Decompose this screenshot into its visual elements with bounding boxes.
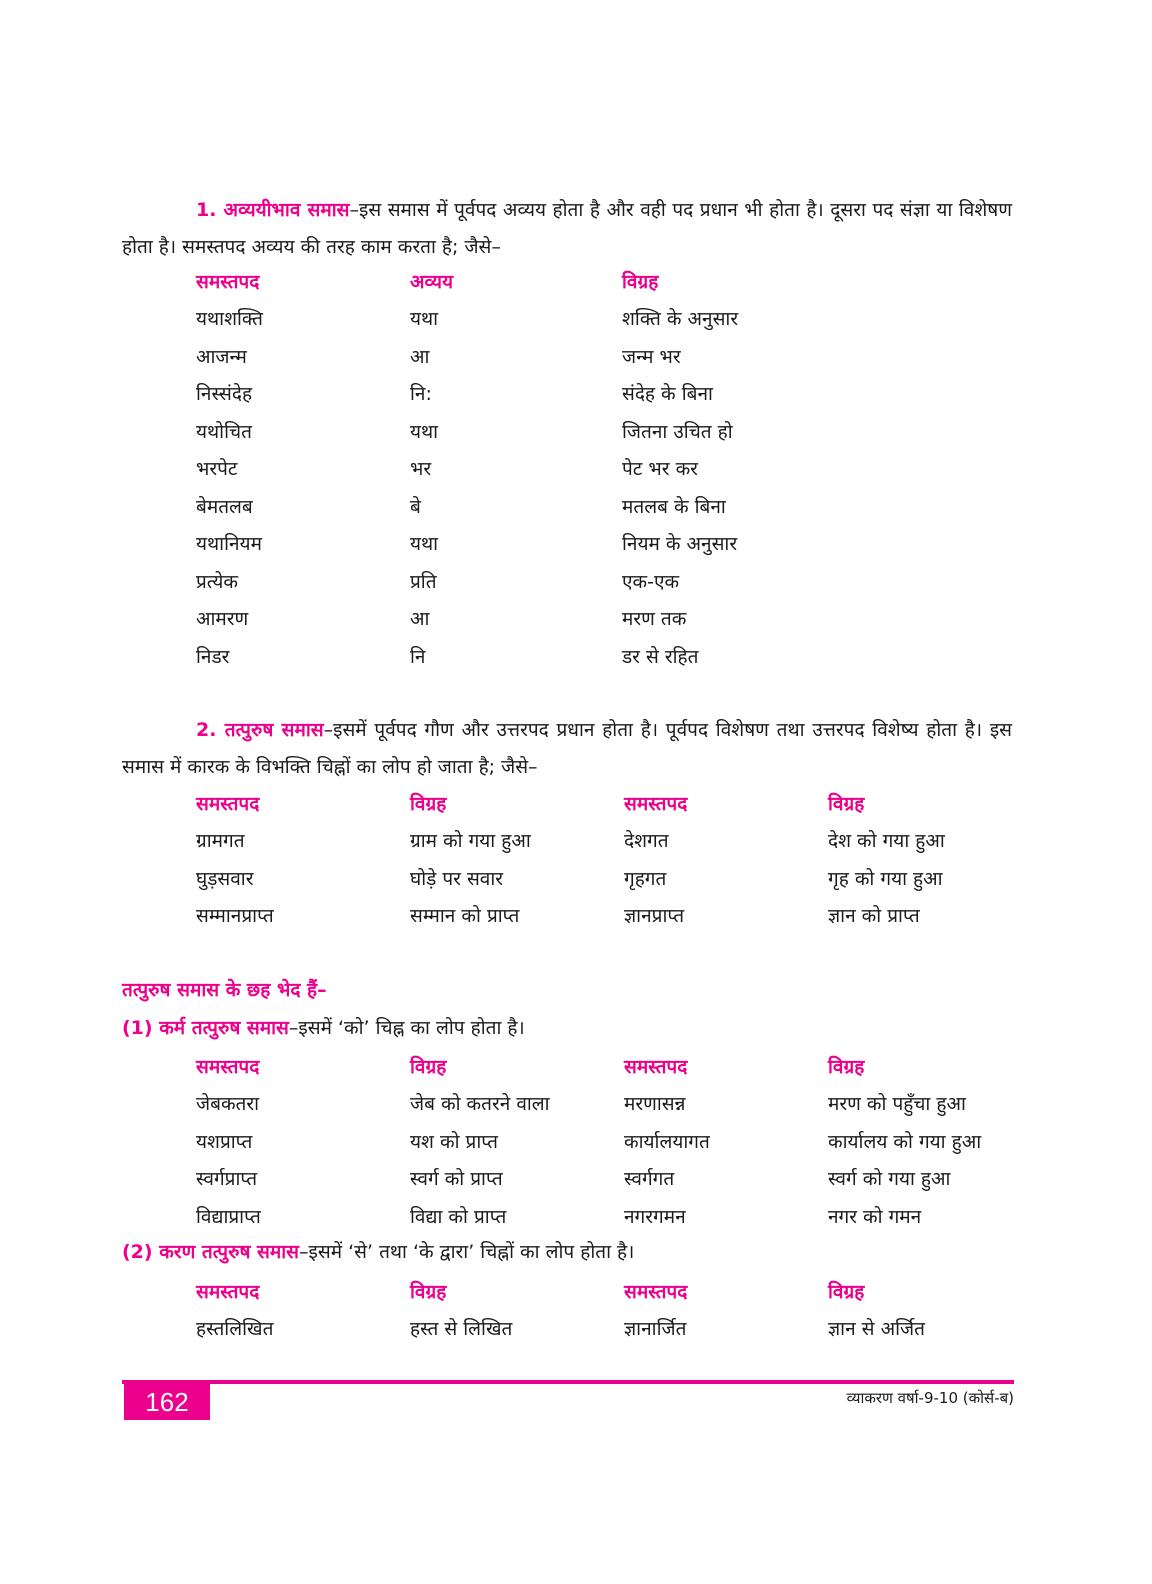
table-row — [196, 897, 1042, 935]
table-cell: गृहगत — [624, 867, 667, 890]
table-row — [196, 300, 738, 338]
table-row — [196, 487, 738, 525]
table-cell: हस्तलिखित — [196, 1318, 274, 1341]
table-header-row — [196, 1047, 1042, 1085]
table-row — [196, 1160, 1042, 1198]
karm-tatpurush-table — [196, 1047, 1042, 1235]
table-cell: ज्ञान को प्राप्त — [828, 905, 920, 928]
karan-tatpurush-heading: (2) करण तत्पुरुष समास — [122, 1241, 300, 1263]
column-header: समस्तपद — [624, 1280, 688, 1303]
column-header: समस्तपद — [196, 1280, 260, 1303]
table-cell: कार्यालयागत — [624, 1130, 710, 1153]
table-cell: जेबकतरा — [196, 1093, 260, 1116]
table-cell: नियम के अनुसार — [622, 533, 738, 556]
table-row — [196, 450, 738, 488]
column-header: विग्रह — [828, 1055, 865, 1078]
column-header: समस्तपद — [196, 270, 260, 293]
tatpurush-table — [196, 784, 1042, 934]
table-row — [196, 337, 738, 375]
table-cell: हस्त से लिखित — [410, 1318, 513, 1341]
table-cell: एक-एक — [622, 570, 680, 593]
table-row — [196, 1310, 1042, 1348]
table-cell: गृह को गया हुआ — [828, 867, 943, 890]
table-cell: भर — [410, 458, 432, 481]
karan-tatpurush-text: –इसमें ‘से’ तथा ‘के द्वारा’ चिह्नों का लोप होता है। — [299, 1241, 635, 1263]
table-cell: स्वर्ग को गया हुआ — [828, 1168, 951, 1191]
table-cell: बे — [410, 495, 421, 518]
table-cell: मरण को पहुँचा हुआ — [828, 1093, 966, 1116]
footer-rule — [122, 1380, 1014, 1384]
table-cell: आमरण — [196, 608, 249, 631]
table-cell: ज्ञानार्जित — [624, 1318, 687, 1341]
book-title: व्याकरण वर्षा-9-10 (कोर्स-ब) — [846, 1389, 1014, 1407]
table-cell: आ — [410, 608, 430, 631]
table-cell: मतलब के बिना — [622, 495, 726, 518]
table-cell: यथा — [410, 533, 439, 556]
table-row — [196, 1085, 1042, 1123]
table-cell: शक्ति के अनुसार — [622, 308, 739, 331]
karan-tatpurush-table — [196, 1272, 1042, 1347]
table-cell: ज्ञान से अर्जित — [828, 1318, 925, 1341]
column-header: विग्रह — [410, 792, 447, 815]
table-cell: आ — [410, 345, 430, 368]
table-cell: विद्याप्राप्त — [196, 1205, 261, 1228]
column-header: विग्रह — [828, 792, 865, 815]
table-header-row — [196, 784, 1042, 822]
karm-tatpurush-text: –इसमें ‘को’ चिह्न का लोप होता है। — [288, 1017, 525, 1039]
table-cell: ग्राम को गया हुआ — [410, 830, 531, 853]
karm-tatpurush-heading: (1) कर्म तत्पुरुष समास — [122, 1017, 289, 1039]
table-cell: निस्संदेह — [196, 383, 253, 406]
table-cell: ज्ञानप्राप्त — [624, 905, 685, 928]
table-cell: यश को प्राप्त — [410, 1130, 498, 1153]
column-header: अव्यय — [410, 270, 454, 293]
table-cell: यथोचित — [196, 420, 252, 443]
table-cell: घोड़े पर सवार — [410, 867, 504, 890]
table-cell: ग्रामगत — [196, 830, 245, 853]
table-cell: डर से रहित — [622, 645, 699, 668]
table-row — [196, 822, 1042, 860]
table-row — [196, 562, 738, 600]
table-cell: स्वर्ग को प्राप्त — [410, 1168, 503, 1191]
table-cell: जन्म भर — [622, 345, 681, 368]
table-cell: भरपेट — [196, 458, 238, 481]
table-cell: देशगत — [624, 830, 669, 853]
avyayibhav-table — [196, 262, 738, 675]
table-row — [196, 1122, 1042, 1160]
table-row — [196, 412, 738, 450]
table-cell: कार्यालय को गया हुआ — [828, 1130, 982, 1153]
table-cell: विद्या को प्राप्त — [410, 1205, 507, 1228]
column-header: समस्तपद — [196, 1055, 260, 1078]
table-cell: आजन्म — [196, 345, 247, 368]
table-cell: बेमतलब — [196, 495, 253, 518]
tatpurush-heading: 2. तत्पुरुष समास — [196, 719, 324, 741]
table-row — [196, 375, 738, 413]
table-cell: यथाशक्ति — [196, 308, 263, 331]
table-cell: स्वर्गप्राप्त — [196, 1168, 258, 1191]
karan-tatpurush-line — [122, 1234, 634, 1271]
column-header: समस्तपद — [196, 792, 260, 815]
table-cell: संदेह के बिना — [622, 383, 713, 406]
table-cell: मरणासन्न — [624, 1093, 686, 1116]
table-cell: देश को गया हुआ — [828, 830, 945, 853]
karm-tatpurush-line — [122, 1010, 525, 1047]
table-cell: निडर — [196, 645, 230, 668]
table-cell: घुड़सवार — [196, 867, 254, 890]
avyayibhav-heading: 1. अव्ययीभाव समास — [196, 199, 350, 221]
tatpurush-text: –इसमें पूर्वपद गौण और उत्तरपद प्रधान होता है। पूर्वपद विशेषण तथा उत्तरपद विशेष्य होता है। इस समास में कारक के विभक्ति चिह्नों का लोप हो जाता है; जैसे– — [122, 719, 1012, 778]
table-cell: नगरगमन — [624, 1205, 686, 1228]
table-row — [196, 859, 1042, 897]
column-header: समस्तपद — [624, 792, 688, 815]
table-cell: नि: — [410, 383, 432, 406]
table-cell: यथा — [410, 420, 439, 443]
tatpurush-paragraph — [122, 712, 1012, 786]
table-row — [196, 1197, 1042, 1235]
table-row — [196, 600, 738, 638]
table-cell: प्रत्येक — [196, 570, 238, 593]
column-header: विग्रह — [828, 1280, 865, 1303]
tatpurush-types-heading: तत्पुरुष समास के छह भेद हैं– — [122, 979, 327, 1001]
table-cell: जितना उचित हो — [622, 420, 733, 443]
table-cell: स्वर्गगत — [624, 1168, 675, 1191]
table-row — [196, 637, 738, 675]
table-row — [196, 525, 738, 563]
table-cell: यथा — [410, 308, 439, 331]
table-cell: सम्मानप्राप्त — [196, 905, 274, 928]
column-header: समस्तपद — [624, 1055, 688, 1078]
table-cell: प्रति — [410, 570, 437, 593]
table-cell: नि — [410, 645, 426, 668]
table-cell: यथानियम — [196, 533, 262, 556]
page-number: 162 — [124, 1384, 210, 1420]
table-cell: जेब को कतरने वाला — [410, 1093, 550, 1116]
avyayibhav-text: –इस समास में पूर्वपद अव्यय होता है और वही पद प्रधान भी होता है। दूसरा पद संज्ञा या विशेषण होता है। समस्तपद अव्यय की तरह काम करता है; जैसे– — [122, 199, 1012, 258]
column-header: विग्रह — [410, 1280, 447, 1303]
table-header-row — [196, 262, 738, 300]
table-cell: मरण तक — [622, 608, 687, 631]
table-cell: सम्मान को प्राप्त — [410, 905, 520, 928]
table-cell: यशप्राप्त — [196, 1130, 253, 1153]
avyayibhav-paragraph — [122, 192, 1012, 266]
column-header: विग्रह — [622, 270, 659, 293]
table-cell: नगर को गमन — [828, 1205, 922, 1228]
table-header-row — [196, 1272, 1042, 1310]
table-cell: पेट भर कर — [622, 458, 698, 481]
column-header: विग्रह — [410, 1055, 447, 1078]
